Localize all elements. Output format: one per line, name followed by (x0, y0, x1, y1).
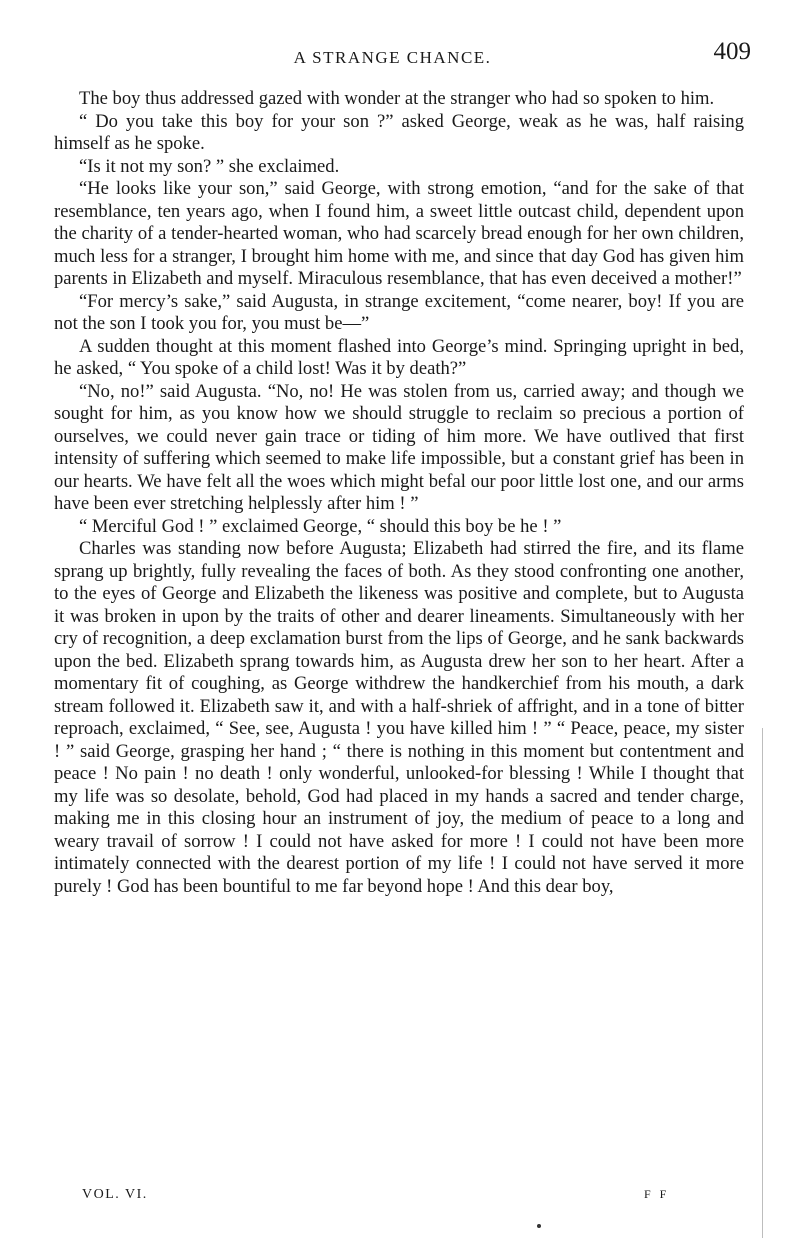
gathering-signature: F F (644, 1187, 670, 1201)
body-text (54, 88, 744, 898)
page-footer (54, 1187, 744, 1207)
volume-signature: VOL. VI. (82, 1187, 148, 1202)
margin-rule (762, 728, 763, 1238)
page-number: 409 (713, 38, 751, 65)
running-title: A STRANGE CHANCE. (293, 48, 492, 67)
paragraph-1: The boy thus addressed gazed with wonder at the stranger who had so spoken to him. (79, 88, 715, 109)
paragraph-3: “Is it not my son? ” she exclaimed. (79, 155, 340, 177)
ink-speck (537, 1224, 541, 1228)
paragraph-9: Charles was standing now before Augusta; Elizabeth had stirred the fire, and its flame sprang up brightly, fully revealing the faces of both. As they stood confronting one another, to the eyes of George and Elizabeth the likeness was positive and complete, but to Augusta it was broken in upon by the traits of other and dearer lineaments. Simultaneously with her cry of recognition, a deep exclamation burst from the lips of George, and he sank backwards upon the bed. Elizabeth sprang towards him, as Augusta drew her son to her heart. After a momentary fit of coughing, as George withdrew the handkerchief from his mouth, a dark stream followed it. Elizabeth saw it, and with a half-shriek of affright, and in a tone of bitter reproach, exclaimed, “ See, see, Augusta ! you have killed him ! ” “ Peace, peace, my sister ! ” said George, grasping her hand ; “ there is nothing in this moment but contentment and peace ! No pain ! no death ! only wonderful, unlooked-for blessing ! While I thought that my life was so desolate, behold, God had placed in my hands a sacred and tender charge, making me in this closing hour an instrument of joy, the medium of peace to a long and weary travail of sorrow ! I could not have asked for more ! I could not have been more intimately connected with the dearest portion of my life ! I could not have served it more purely ! God has been bountiful to me far beyond hope ! And this dear boy, (54, 538, 744, 897)
paragraph-6: A sudden thought at this moment flashed into George’s mind. Springing upright in bed, he asked, “ You spoke of a child lost! Was it by death?” (54, 335, 744, 379)
paragraph-5: “For mercy’s sake,” said Augusta, in strange excitement, “come nearer, boy! If you are not the son I took you for, you must be—” (54, 290, 744, 334)
paragraph-4: “He looks like your son,” said George, with strong emotion, “and for the sake of that resemblance, ten years ago, when I found him, a sweet little outcast child, dependent upon the charity of a tender-hearted woman, who had scarcely bread enough for her own children, much less for a stranger, I brought him home with me, and since that day God has given him parents in Elizabeth and myself. Miraculous resemblance, that has even deceived a mother!” (54, 178, 744, 289)
running-head (54, 38, 751, 74)
paragraph-2: “ Do you take this boy for your son ?” asked George, weak as he was, half raising himself as he spoke. (54, 110, 744, 154)
paragraph-7: “No, no!” said Augusta. “No, no! He was stolen from us, carried away; and though we sought for him, as you know how we should struggle to reclaim so precious a portion of ourselves, we could never gain trace or tiding of him more. We have outlived that first intensity of suffering which seemed to make life impossible, but a constant grief has been in our hearts. We have felt all the woes which might befal our poor little lost one, and our arms have been ever stretching helplessly after him ! ” (54, 380, 744, 514)
paragraph-8: “ Merciful God ! ” exclaimed George, “ should this boy be he ! ” (79, 515, 562, 537)
